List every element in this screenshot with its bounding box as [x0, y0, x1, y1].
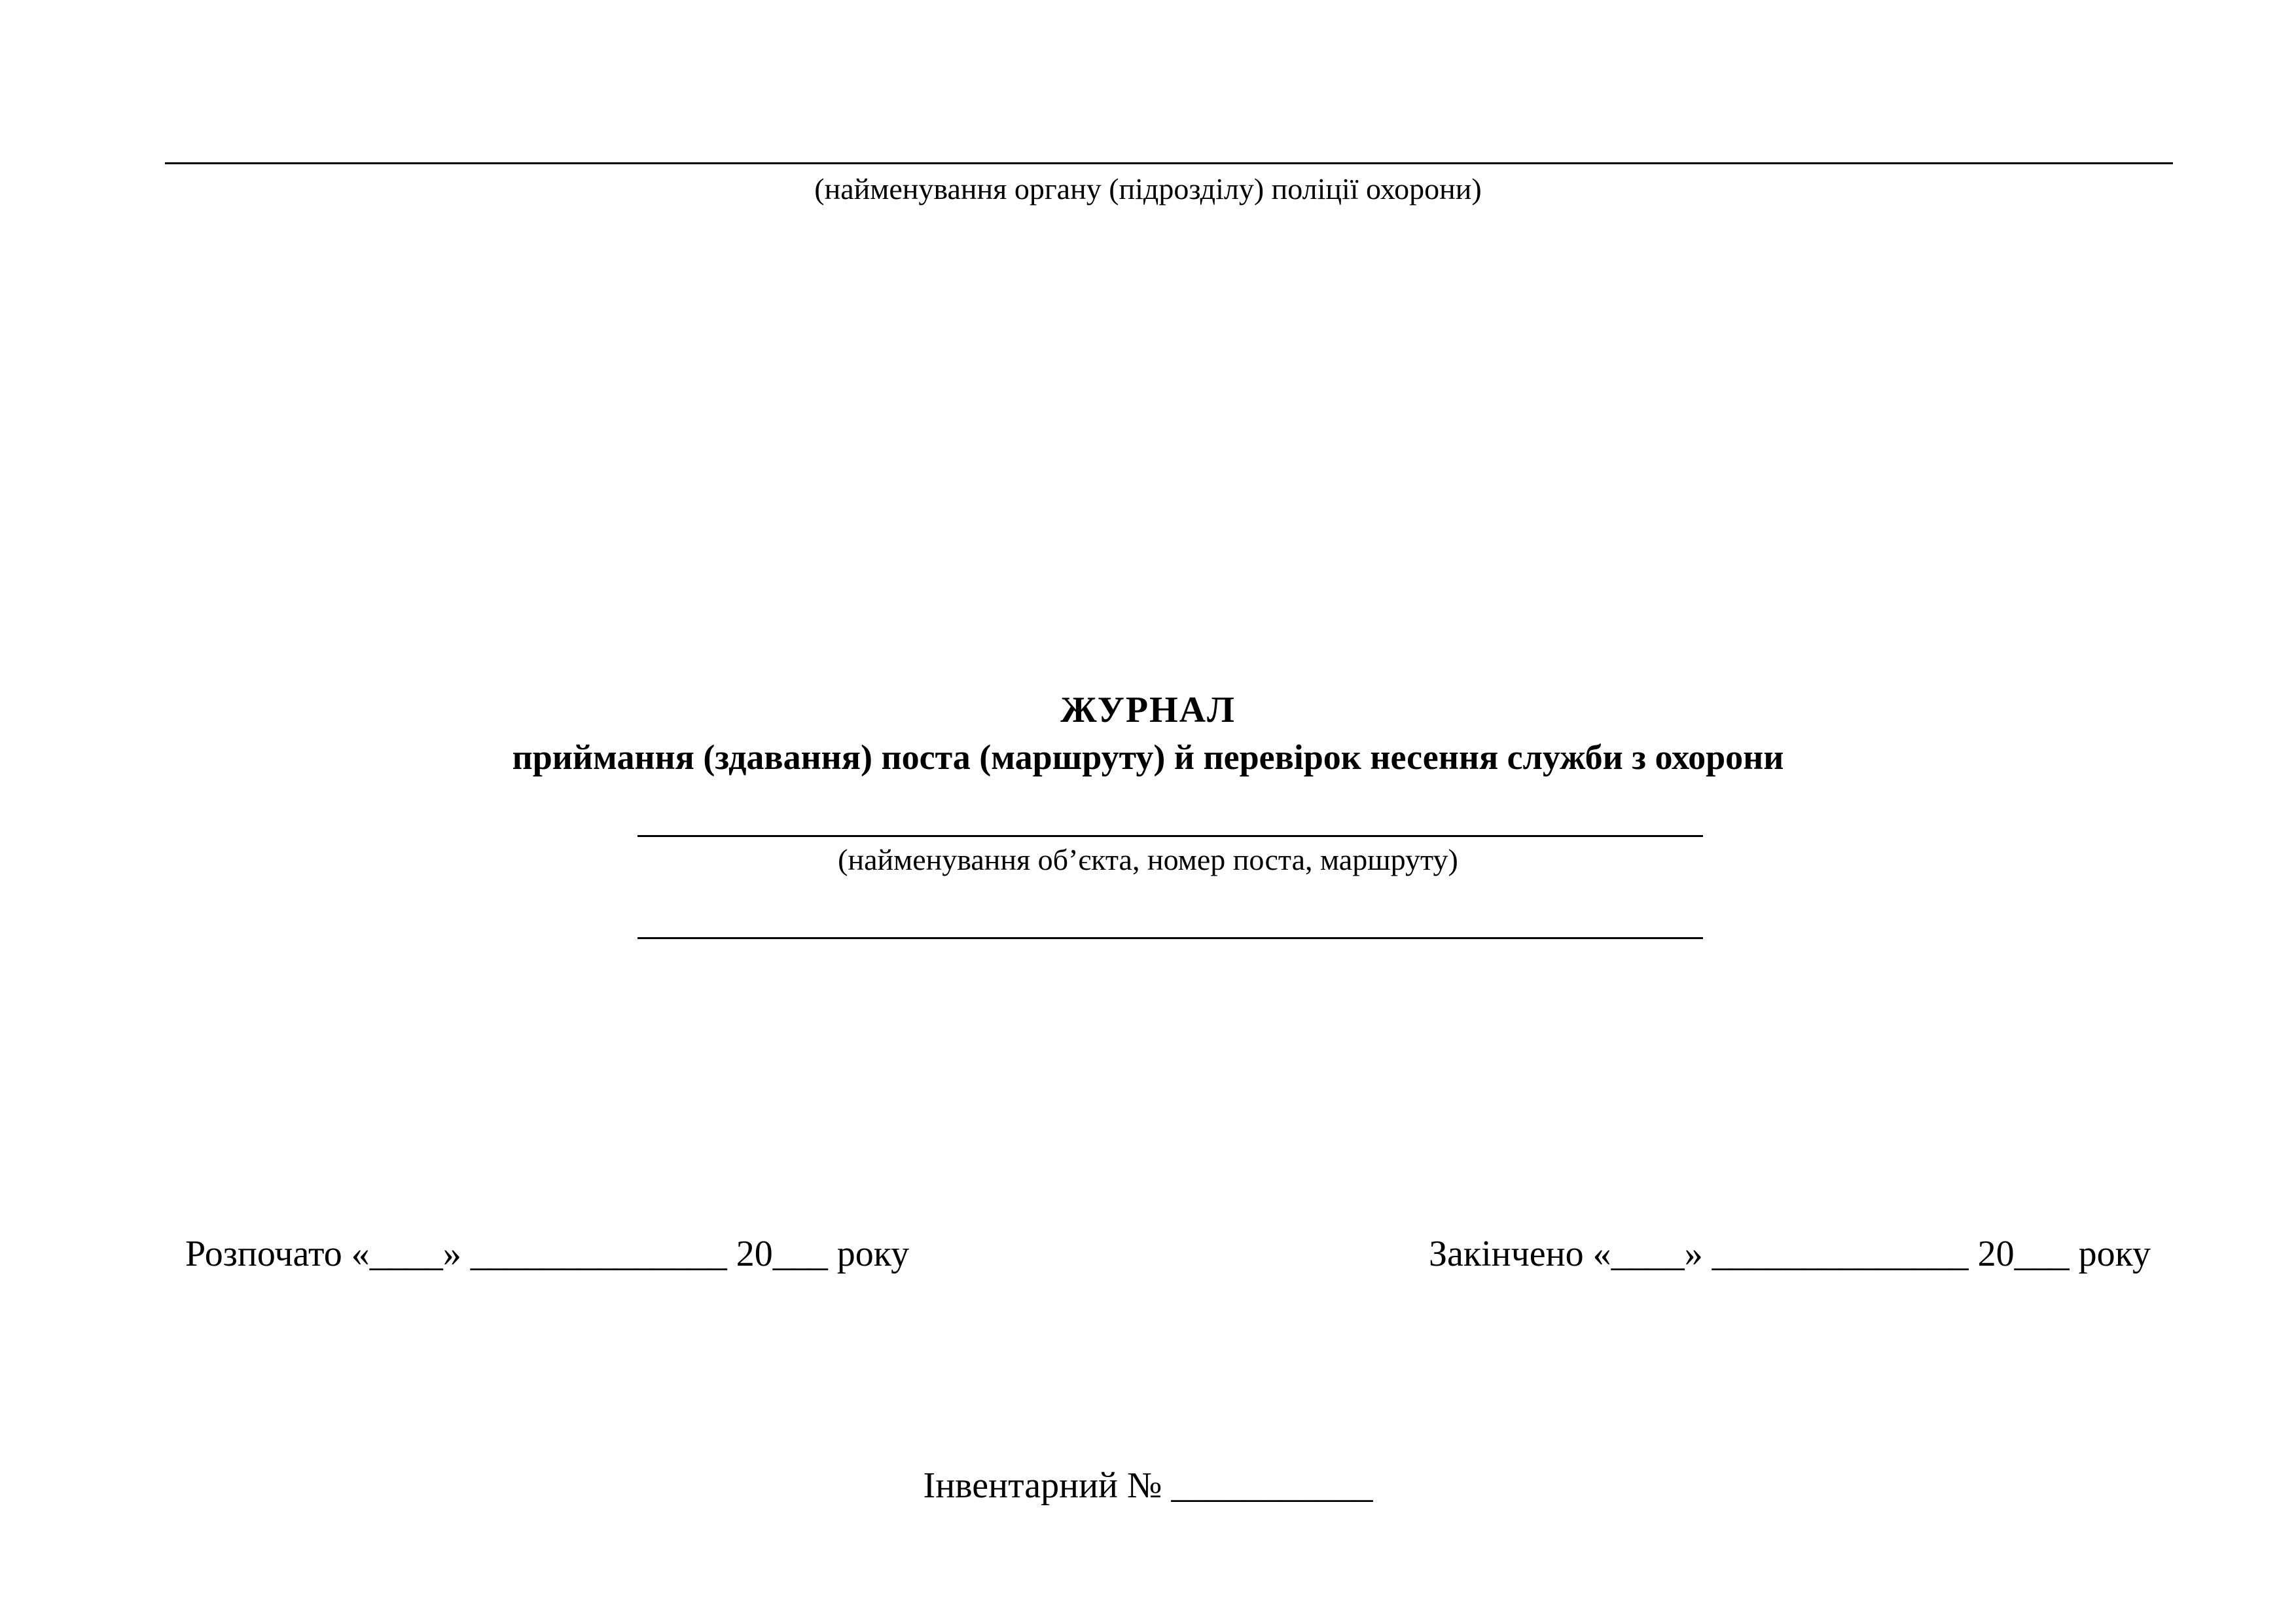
inventory-number-line: Інвентарний № ___________	[923, 1465, 1373, 1506]
organ-name-caption: (найменування органу (підрозділу) поліції охорони)	[814, 172, 1482, 205]
object-name-line	[637, 835, 1703, 837]
organ-name-line	[165, 162, 2173, 164]
object-name-caption: (найменування об’єкта, номер поста, маршруту)	[838, 843, 1458, 876]
object-extra-line	[637, 937, 1703, 939]
start-date-line: Розпочато «____» ______________ 20___ року	[185, 1234, 910, 1274]
document-title: ЖУРНАЛ	[1060, 690, 1236, 730]
document-subtitle: приймання (здавання) поста (маршруту) й перевірок несення служби з охорони	[512, 738, 1784, 777]
end-date-line: Закінчено «____» ______________ 20___ року	[1428, 1234, 2151, 1274]
